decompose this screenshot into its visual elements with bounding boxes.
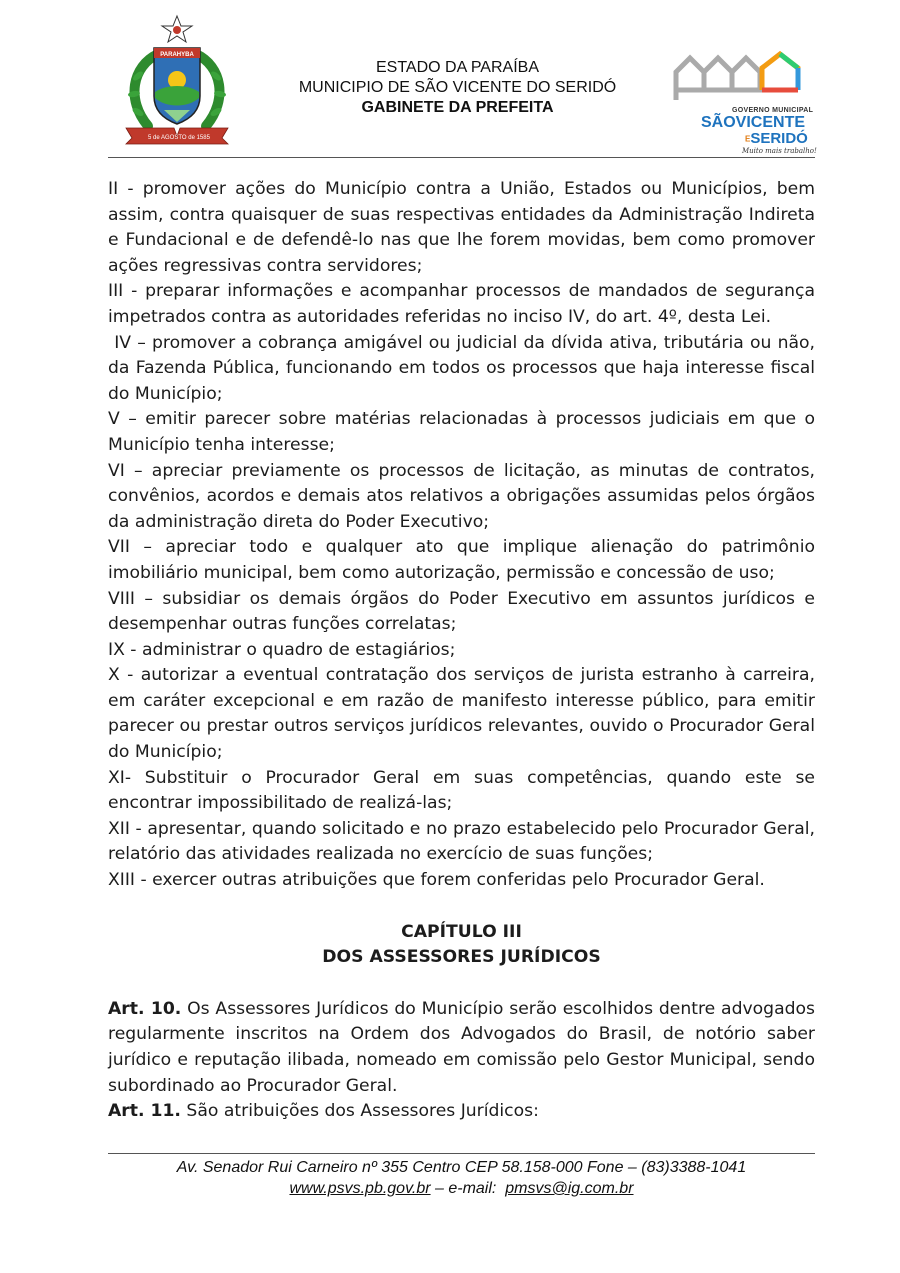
state-name: ESTADO DA PARAÍBA bbox=[375, 59, 539, 76]
item-xii: XII - apresentar, quando solicitado e no prazo estabelecido pelo Procurador Geral, relatório das atividades realizada no exercício de suas funções; bbox=[108, 818, 815, 865]
email-link[interactable]: pmsvs@ig.com.br bbox=[505, 1180, 634, 1197]
logo-e-text: E bbox=[745, 134, 751, 144]
header-divider bbox=[108, 157, 815, 158]
municipal-logo bbox=[670, 50, 820, 160]
logo-sao-text: SÃO bbox=[701, 114, 736, 131]
item-ix: IX - administrar o quadro de estagiários; bbox=[108, 639, 456, 660]
item-ii: II - promover ações do Município contra a União, Estados ou Municípios, bem assim, contra quaisquer de suas respectivas entidades da Administração Indireta e Fundacional e de defendê-lo nas que lhe forem movidas, bem como promover ações regressivas contra servidores; bbox=[108, 179, 815, 276]
coat-of-arms-ribbon-text: 5 de AGOSTO de 1585 bbox=[148, 135, 210, 141]
item-v: V – emitir parecer sobre matérias relacionadas à processos judiciais em que o Município tenha interesse; bbox=[108, 409, 815, 455]
article-11-text: São atribuições dos Assessores Jurídicos: bbox=[180, 1101, 539, 1122]
coat-of-arms-icon bbox=[118, 14, 236, 146]
item-xiii: XIII - exercer outras atribuições que forem conferidas pelo Procurador Geral. bbox=[108, 870, 765, 891]
logo-serido bbox=[745, 130, 808, 147]
houses-logo-icon bbox=[670, 50, 820, 110]
header-title-block bbox=[250, 58, 665, 118]
article-10-text: Os Assessores Jurídicos do Município serão escolhidos dentre advogados regularmente inscritos na Ordem dos Advogados do Brasil, de notório saber jurídico e reputação ilibada, nomeado em comissão pelo Gestor Municipal, sendo subordinado ao Procurador Geral. bbox=[108, 998, 815, 1096]
page-footer bbox=[108, 1157, 815, 1199]
office-name: GABINETE DA PREFEITA bbox=[361, 99, 554, 116]
logo-slogan: Muito mais trabalho! bbox=[742, 147, 817, 155]
website-link[interactable]: www.psvs.pb.gov.br bbox=[289, 1180, 431, 1197]
item-viii: VIII – subsidiar os demais órgãos do Poder Executivo em assuntos jurídicos e desempenhar outras funções correlatas; bbox=[108, 588, 815, 635]
document-body bbox=[108, 177, 821, 1125]
logo-vicente-text: VICENTE bbox=[735, 114, 806, 131]
svg-text:PARAHYBA: PARAHYBA bbox=[160, 52, 194, 58]
page-header bbox=[0, 0, 900, 160]
item-vi: VI – apreciar previamente os processos de licitação, as minutas de contratos, convênios, acordos e demais atos relativos a obrigações assumidas pelos órgãos da administração direta do Poder Executivo; bbox=[108, 460, 815, 532]
article-11-label: Art. 11. bbox=[108, 1101, 181, 1122]
chapter-title: DOS ASSESSORES JURÍDICOS bbox=[322, 947, 601, 968]
article-11 bbox=[108, 1099, 815, 1125]
item-iv: IV – promover a cobrança amigável ou judicial da dívida ativa, tributária ou não, da Fazenda Pública, funcionando em todos os processos que haja interesse fiscal do Município; bbox=[108, 332, 821, 404]
municipality-name: MUNICIPIO DE SÃO VICENTE DO SERIDÓ bbox=[298, 79, 617, 96]
logo-serido-text: SERIDÓ bbox=[750, 130, 808, 147]
item-xi: XI- Substituir o Procurador Geral em suas competências, quando este se encontrar impossibilitado de realizá-las; bbox=[108, 767, 815, 814]
article-10-label: Art. 10. bbox=[108, 998, 182, 1019]
footer-contacts bbox=[108, 1178, 815, 1199]
item-x: X - autorizar a eventual contratação dos serviços de jurista estranho à carreira, em caráter excepcional e em razão de manifesto interesse público, para emitir parecer ou prestar outros serviços jurídicos relevantes, ouvido o Procurador Geral do Município; bbox=[108, 665, 815, 763]
footer-divider bbox=[108, 1153, 815, 1154]
footer-address: Av. Senador Rui Carneiro nº 355 Centro CEP 58.158-000 Fone – (83)3388-1041 bbox=[176, 1159, 747, 1176]
email-separator: – e-mail: bbox=[430, 1180, 506, 1197]
logo-gov-text: GOVERNO MUNICIPAL bbox=[732, 107, 814, 114]
chapter-number: CAPÍTULO III bbox=[401, 921, 522, 942]
item-vii: VII – apreciar todo e qualquer ato que implique alienação do patrimônio imobiliário municipal, bem como autorização, permissão e concessão de uso; bbox=[108, 537, 815, 583]
article-10 bbox=[108, 997, 815, 1099]
item-iii: III - preparar informações e acompanhar processos de mandados de segurança impetrados contra as autoridades referidas no inciso IV, do art. 4º, desta Lei. bbox=[108, 281, 815, 327]
